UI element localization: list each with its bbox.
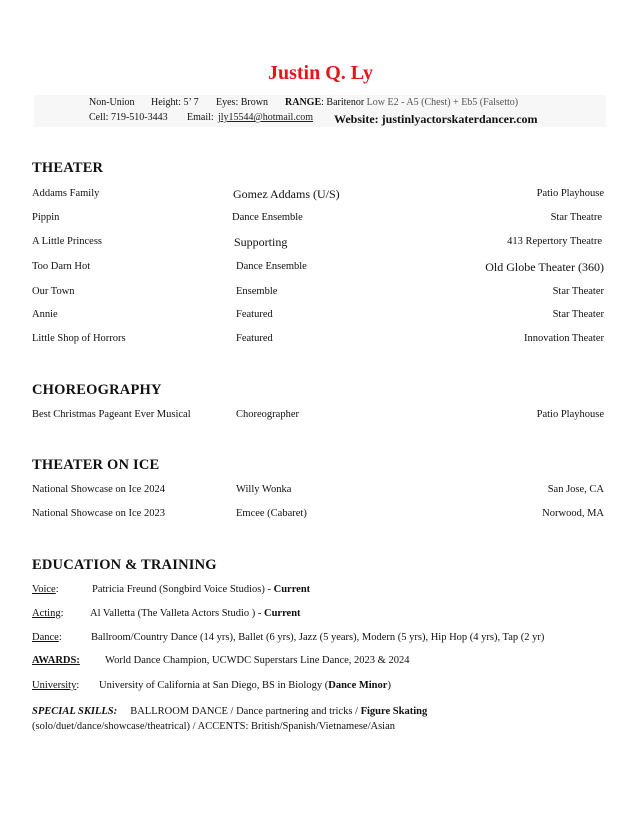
venue: Star Theatre: [550, 212, 602, 223]
role: Willy Wonka: [236, 484, 292, 495]
section-title-theater: THEATER: [32, 160, 104, 176]
venue: San Jose, CA: [547, 484, 604, 495]
special-skills: [32, 704, 592, 734]
special-skills-text: BALLROOM DANCE / Dance partnering and tricks /: [130, 706, 361, 717]
voice-teacher: Patricia Freund (Songbird Voice Studios) -: [92, 584, 274, 595]
role: Gomez Addams (U/S): [233, 187, 340, 201]
venue: Innovation Theater: [524, 333, 604, 344]
venue: Norwood, MA: [542, 508, 604, 519]
awards-detail: World Dance Champion, UCWDC Superstars Line Dance, 2023 & 2024: [105, 655, 410, 666]
role: Dance Ensemble: [232, 212, 303, 223]
show-title: A Little Princess: [32, 236, 102, 247]
role: Ensemble: [236, 286, 278, 297]
voice-label: Voice: [32, 584, 56, 595]
table-row: [0, 261, 641, 277]
role: Dance Ensemble: [236, 261, 307, 272]
section-title-choreography: CHOREOGRAPHY: [32, 382, 162, 398]
university-degree: University of California at San Diego, BS in Biology (: [99, 680, 329, 691]
special-skills-label: SPECIAL SKILLS:: [32, 706, 118, 717]
show-title: Too Darn Hot: [32, 261, 91, 272]
venue: Old Globe Theater (360): [485, 260, 604, 274]
resume-name: Justin Q. Ly: [267, 62, 374, 84]
university-minor: Dance Minor: [328, 680, 388, 691]
university-label: University: [32, 680, 77, 691]
acting-label: Acting: [32, 608, 61, 619]
eye-color: Eyes: Brown: [216, 97, 268, 108]
venue: 413 Repertory Theatre: [507, 236, 602, 247]
show-title: National Showcase on Ice 2024: [32, 484, 165, 495]
venue: Patio Playhouse: [536, 188, 604, 199]
role: Choreographer: [236, 409, 299, 420]
email-link[interactable]: jly15544@hotmail.com: [218, 112, 314, 123]
height: Height: 5’ 7: [151, 97, 199, 108]
dance-detail: Ballroom/Country Dance (14 yrs), Ballet (6 yrs), Jazz (5 years), Modern (5 yrs), Hip Hop (4 yrs), Tap (2 yr): [91, 632, 545, 643]
acting-teacher: Al Valletta (The Valleta Actors Studio ) -: [90, 608, 264, 619]
range-label: RANGE: [285, 97, 322, 108]
voice-current: Current: [273, 584, 311, 595]
email-label: Email:: [187, 112, 214, 123]
dance-training: Dance: Ballroom/Country Dance (14 yrs), Ballet (6 yrs), Jazz (5 years), Modern (5 yrs), Hip Hop (4 yrs), Tap (2 yr): [32, 632, 545, 643]
range-voice: : Baritenor: [321, 97, 365, 108]
show-title: Little Shop of Horrors: [32, 333, 126, 344]
table-row: [0, 286, 641, 302]
range-notes: Low E2 - A5 (Chest) + Eb5 (Falsetto): [366, 97, 519, 108]
voice-training: Voice: Patricia Freund (Songbird Voice Studios) - Current: [32, 584, 311, 595]
venue: Star Theater: [552, 286, 604, 297]
show-title: Addams Family: [32, 188, 100, 199]
university: University: University of California at San Diego, BS in Biology (Dance Minor): [32, 680, 391, 691]
role: Supporting: [234, 235, 288, 249]
voice-detail: [92, 584, 310, 595]
section-title-theater-on-ice: THEATER ON ICE: [32, 457, 160, 473]
university-detail: [99, 680, 391, 691]
special-skills-bold: Figure Skating: [360, 706, 428, 717]
show-title: Pippin: [32, 212, 60, 223]
acting-current: Current: [264, 608, 301, 619]
show-title: National Showcase on Ice 2023: [32, 508, 165, 519]
table-row: [0, 484, 641, 500]
vocal-range: [285, 97, 518, 108]
cell-phone: Cell: 719-510-3443: [89, 112, 168, 123]
section-title-education: EDUCATION & TRAINING: [32, 557, 217, 573]
role: Featured: [236, 333, 273, 344]
awards-label: AWARDS:: [32, 655, 80, 666]
table-row: [0, 188, 641, 204]
table-row: [0, 309, 641, 325]
table-row: [0, 212, 641, 228]
dance-label: Dance: [32, 632, 59, 643]
show-title: Our Town: [32, 286, 75, 297]
website: Website: justinlyactorskaterdancer.com: [334, 112, 538, 126]
table-row: [0, 409, 641, 425]
table-row: [0, 508, 641, 524]
table-row: [0, 236, 641, 252]
table-row: [0, 333, 641, 349]
show-title: Best Christmas Pageant Ever Musical: [32, 409, 191, 420]
role: Emcee (Cabaret): [236, 508, 307, 519]
union-status: Non-Union: [89, 97, 135, 108]
show-title: Annie: [32, 309, 58, 320]
venue: Star Theater: [552, 309, 604, 320]
university-close: ): [387, 680, 391, 691]
role: Featured: [236, 309, 273, 320]
special-skills-text-2: (solo/duet/dance/showcase/theatrical) / ACCENTS: British/Spanish/Vietnamese/Asian: [32, 721, 396, 732]
acting-detail: [90, 608, 301, 619]
venue: Patio Playhouse: [536, 409, 604, 420]
awards: [32, 655, 602, 666]
acting-training: Acting: Al Valletta (The Valleta Actors Studio ) - Current: [32, 608, 301, 619]
